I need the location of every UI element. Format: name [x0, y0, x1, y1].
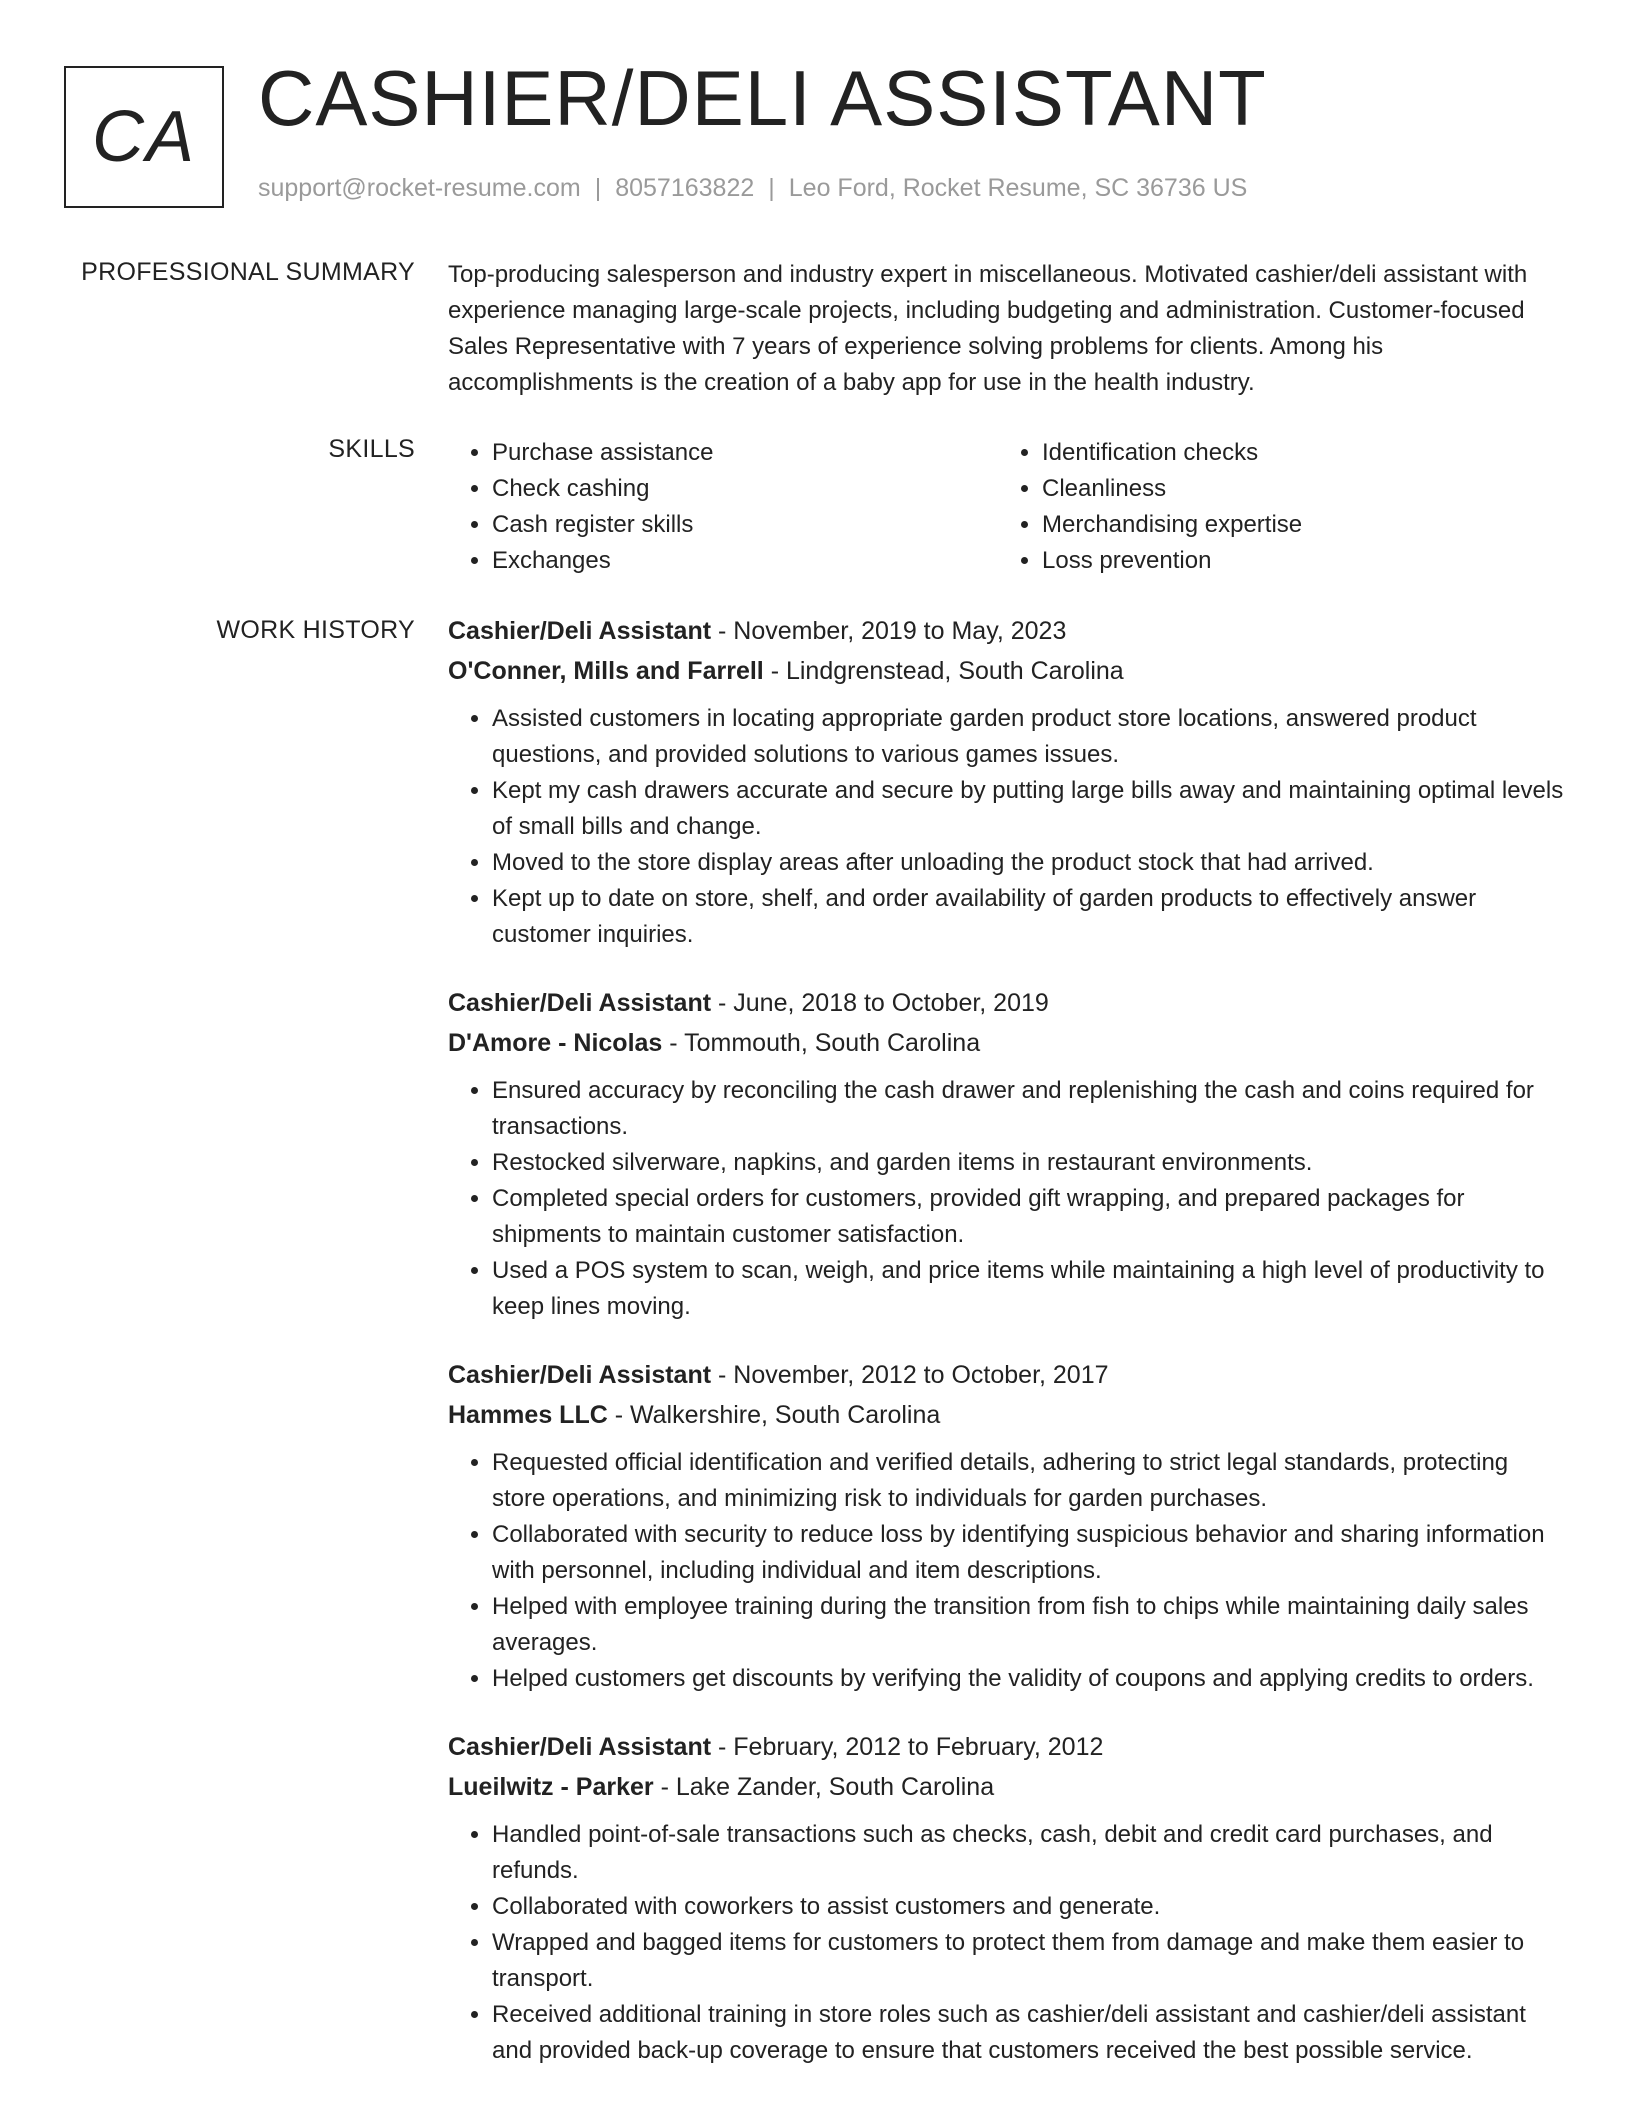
job-company-line	[448, 1395, 1568, 1435]
job-company: Hammes LLC	[448, 1401, 608, 1429]
job-title-line	[448, 1727, 1568, 1767]
work-history-section	[448, 611, 1568, 2099]
work-history-label: WORK HISTORY	[216, 616, 415, 644]
job-location: - Tommouth, South Carolina	[662, 1029, 981, 1057]
job-location: - Lake Zander, South Carolina	[653, 1773, 995, 1801]
job-duty: • Kept my cash drawers accurate and secure by putting large bills away and maintaining optimal levels of small bills and change.	[492, 773, 1568, 845]
contact-separator: |	[594, 174, 602, 202]
job-company-line	[448, 1023, 1568, 1063]
summary-text: Top-producing salesperson and industry expert in miscellaneous. Motivated cashier/deli assistant with experience managing large-scale projects, including budgeting and administration. Customer-focused Sales Representative with 7 years of experience solving problems for clients. Among his accomplishments is the creation of a baby app for use in the health industry.	[448, 261, 1528, 396]
contact-separator: |	[768, 174, 775, 202]
job-duty: • Completed special orders for customers, provided gift wrapping, and prepared packages for shipments to maintain customer satisfaction.	[492, 1181, 1568, 1253]
job-duty: • Restocked silverware, napkins, and garden items in restaurant environments.	[492, 1145, 1568, 1181]
job-company-line	[448, 651, 1568, 691]
contact-email[interactable]: support@rocket-resume.com	[258, 174, 581, 202]
skill-item: • Purchase assistance	[492, 435, 998, 471]
skill-item: • Cash register skills	[492, 507, 998, 543]
job-location: - Lindgrenstead, South Carolina	[763, 657, 1124, 685]
job-entry	[448, 983, 1568, 1325]
job-duty: • Collaborated with security to reduce loss by identifying suspicious behavior and sharing information with personnel, including individual and item descriptions.	[492, 1517, 1568, 1589]
contact-phone[interactable]: 8057163822	[615, 174, 755, 202]
skills-section	[448, 435, 1568, 579]
skill-item: • Merchandising expertise	[1042, 507, 1548, 543]
job-duties	[448, 1445, 1568, 1697]
job-dates: - November, 2019 to May, 2023	[711, 617, 1067, 645]
contact-line	[258, 174, 1247, 203]
job-duty: • Used a POS system to scan, weigh, and price items while maintaining a high level of productivity to keep lines moving.	[492, 1253, 1568, 1325]
skills-columns	[448, 435, 1548, 579]
job-entry	[448, 1727, 1568, 2069]
job-company-line	[448, 1767, 1568, 1807]
job-title-line	[448, 611, 1568, 651]
summary-label: PROFESSIONAL SUMMARY	[81, 258, 415, 286]
job-duty: • Helped with employee training during the transition from fish to chips while maintaining daily sales averages.	[492, 1589, 1568, 1661]
skills-list-left	[448, 435, 998, 579]
job-title: Cashier/Deli Assistant	[448, 617, 712, 645]
job-title: Cashier/Deli Assistant	[448, 989, 712, 1017]
skill-item: • Exchanges	[492, 543, 998, 579]
job-title-line	[448, 1355, 1568, 1395]
job-title: Cashier/Deli Assistant	[448, 1733, 712, 1761]
job-dates: - June, 2018 to October, 2019	[711, 989, 1049, 1017]
monogram-box	[64, 66, 224, 208]
skills-list-right	[998, 435, 1548, 579]
job-duties	[448, 1817, 1568, 2069]
skill-item: • Check cashing	[492, 471, 998, 507]
job-dates: - February, 2012 to February, 2012	[711, 1733, 1104, 1761]
job-duty: • Ensured accuracy by reconciling the cash drawer and replenishing the cash and coins required for transactions.	[492, 1073, 1568, 1145]
job-duty: • Assisted customers in locating appropriate garden product store locations, answered product questions, and provided solutions to various games issues.	[492, 701, 1568, 773]
job-company: Lueilwitz - Parker	[448, 1773, 654, 1801]
skills-label: SKILLS	[328, 435, 415, 463]
job-duty: • Handled point-of-sale transactions such as checks, cash, debit and credit card purchases, and refunds.	[492, 1817, 1568, 1889]
summary-section	[448, 257, 1568, 401]
monogram-initials: CA	[91, 97, 197, 177]
job-duty: • Helped customers get discounts by verifying the validity of coupons and applying credits to orders.	[492, 1661, 1568, 1697]
job-duty: • Wrapped and bagged items for customers to protect them from damage and make them easier to transport.	[492, 1925, 1568, 1997]
job-duty: • Requested official identification and verified details, adhering to strict legal standards, protecting store operations, and minimizing risk to individuals for garden purchases.	[492, 1445, 1568, 1517]
resume-title: CASHIER/DELI ASSISTANT	[258, 54, 1267, 142]
job-entry	[448, 611, 1568, 953]
job-duty: • Received additional training in store roles such as cashier/deli assistant and cashier/deli assistant and provided back-up coverage to ensure that customers received the best possible service.	[492, 1997, 1568, 2069]
skill-item: • Loss prevention	[1042, 543, 1548, 579]
contact-address: Leo Ford, Rocket Resume, SC 36736 US	[788, 174, 1248, 202]
job-location: - Walkershire, South Carolina	[607, 1401, 941, 1429]
job-duty: • Collaborated with coworkers to assist customers and generate.	[492, 1889, 1568, 1925]
job-duty: • Moved to the store display areas after unloading the product stock that had arrived.	[492, 845, 1568, 881]
job-duties	[448, 1073, 1568, 1325]
job-duties	[448, 701, 1568, 953]
job-company: D'Amore - Nicolas	[448, 1029, 663, 1057]
job-company: O'Conner, Mills and Farrell	[448, 657, 764, 685]
job-duty: • Kept up to date on store, shelf, and order availability of garden products to effectively answer customer inquiries.	[492, 881, 1568, 953]
job-dates: - November, 2012 to October, 2017	[711, 1361, 1109, 1389]
skill-item: • Identification checks	[1042, 435, 1548, 471]
job-title: Cashier/Deli Assistant	[448, 1361, 712, 1389]
skill-item: • Cleanliness	[1042, 471, 1548, 507]
job-title-line	[448, 983, 1568, 1023]
job-entry	[448, 1355, 1568, 1697]
